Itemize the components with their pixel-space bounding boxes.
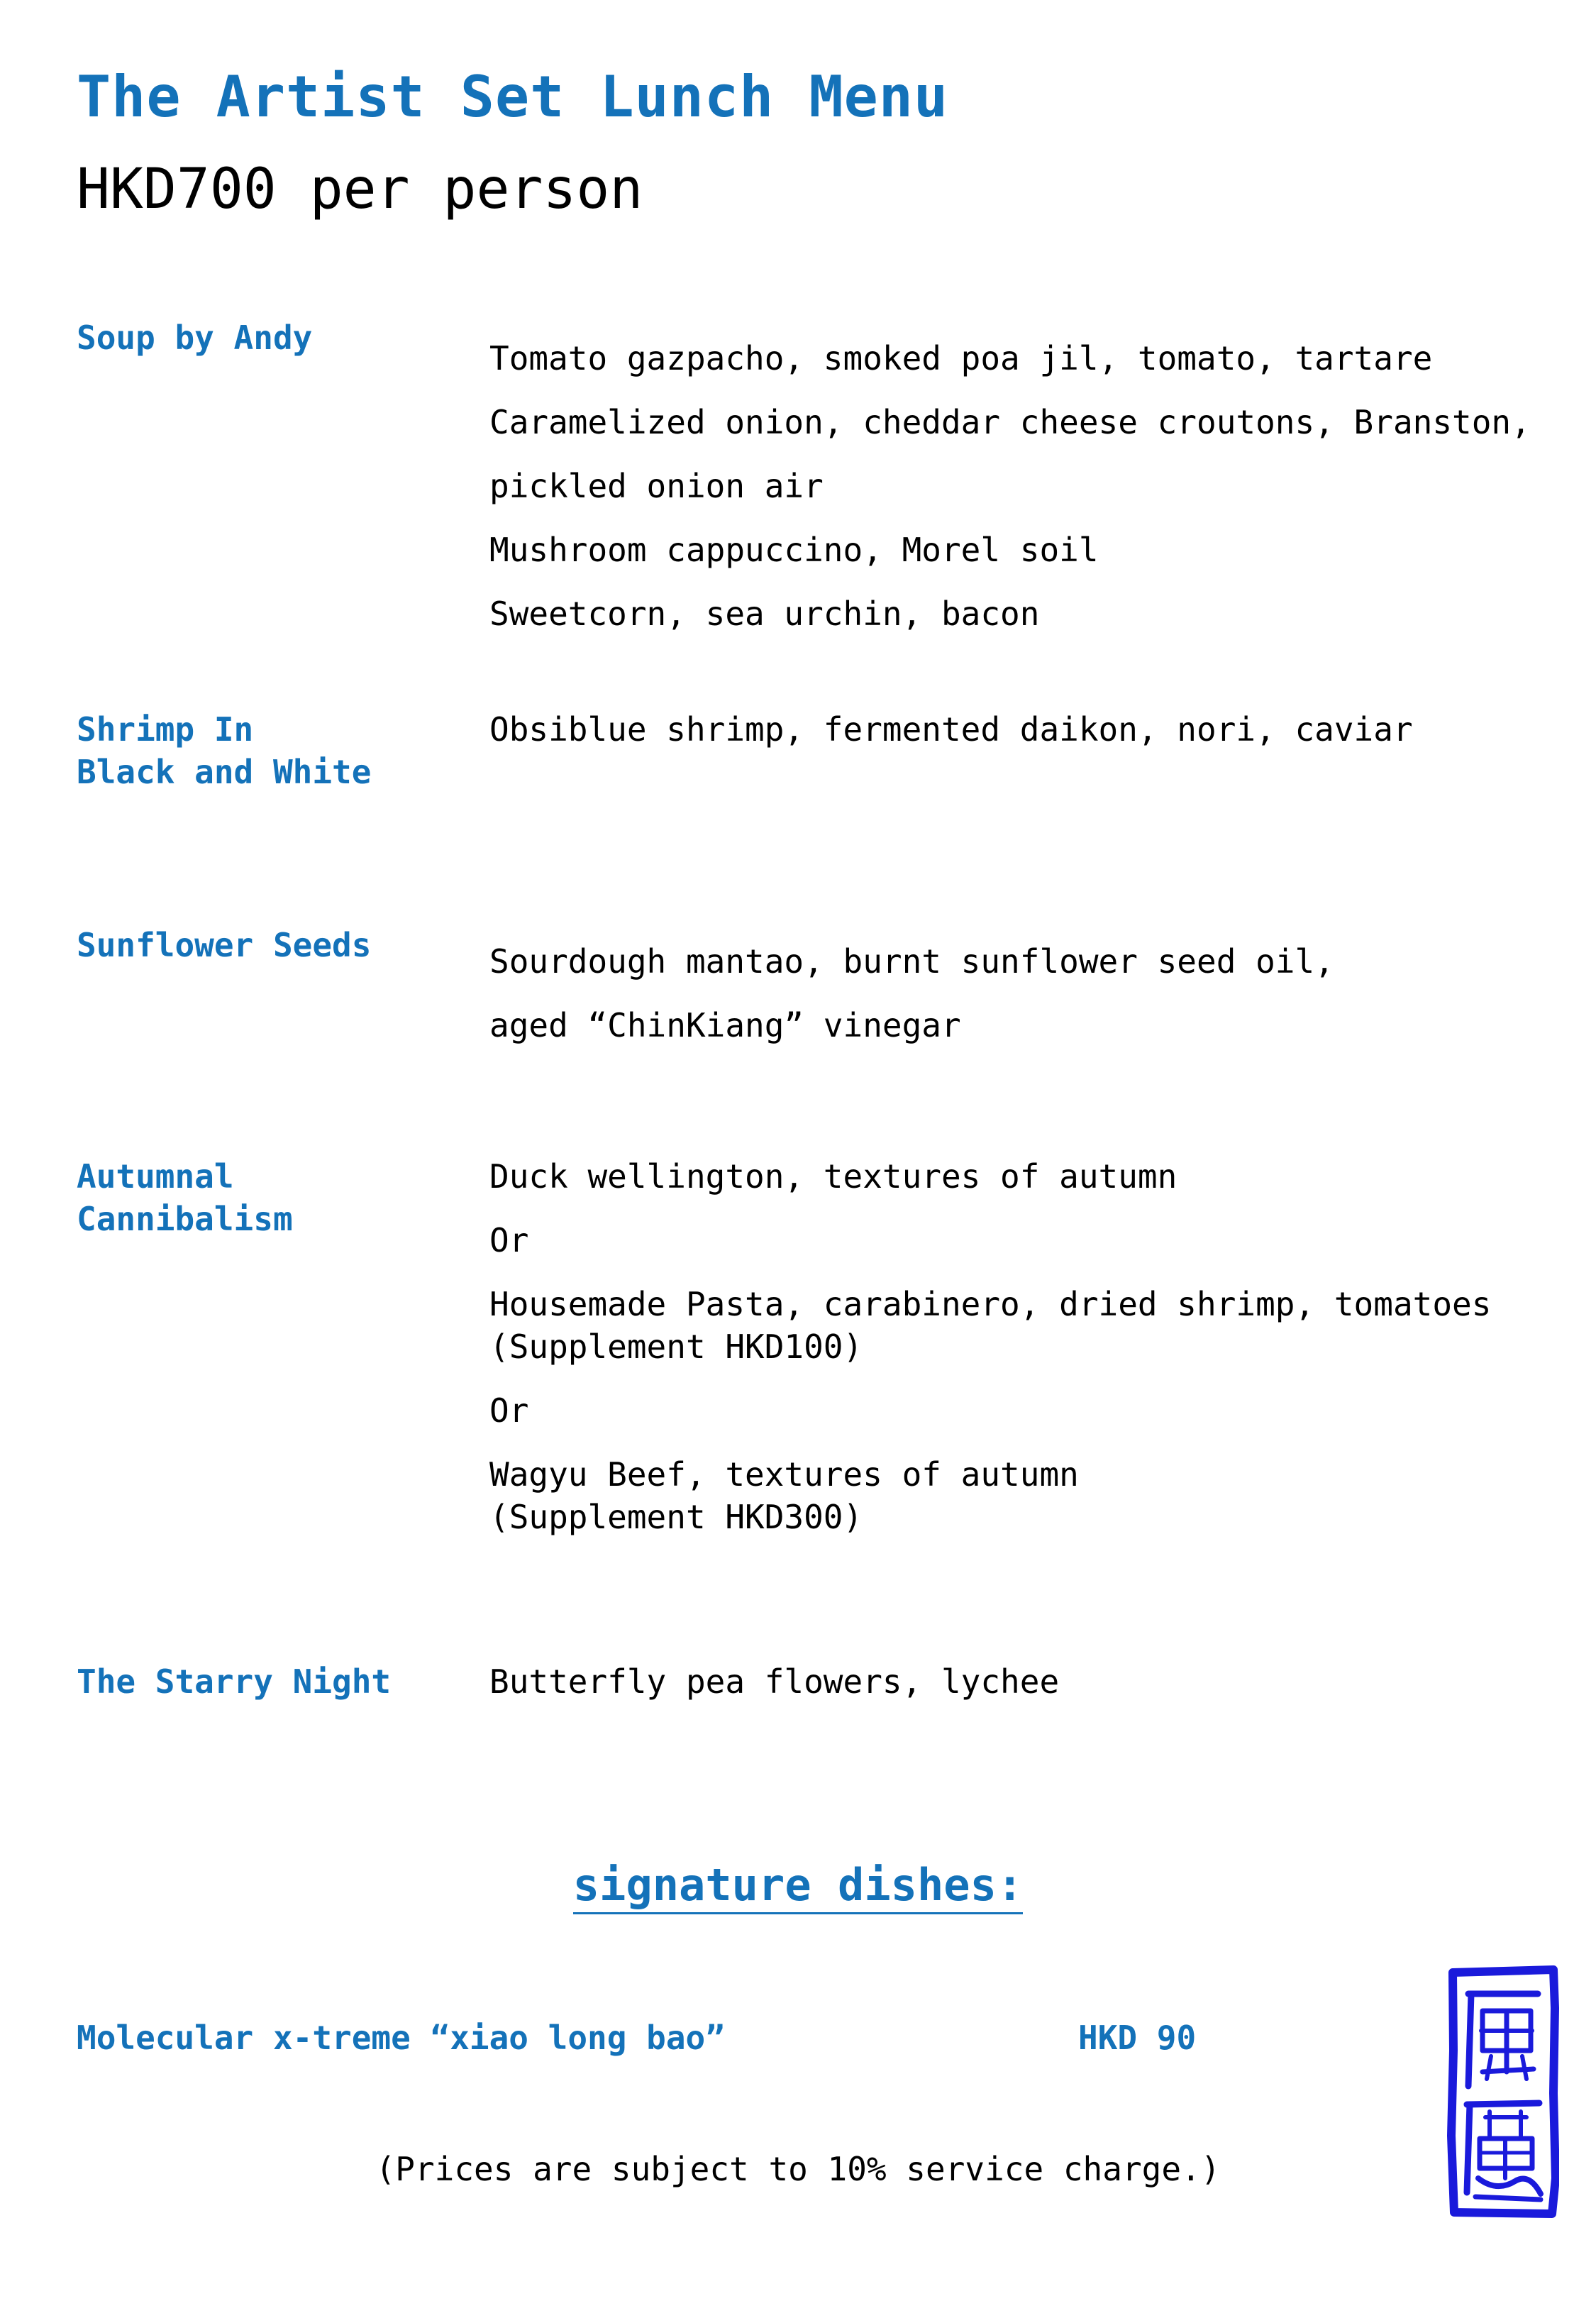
dish-item: Butterfly pea flowers, lychee xyxy=(489,1662,1060,1701)
dish-item: Caramelized onion, cheddar cheese croutons, Branston, xyxy=(489,403,1531,441)
dish-item: Mushroom cappuccino, Morel soil xyxy=(489,531,1099,569)
seal-stamp-graphic xyxy=(1447,1965,1559,2218)
dish-item: Wagyu Beef, textures of autumn (Supplement HKD300) xyxy=(489,1455,1079,1536)
signature-dish-name: Molecular x-treme “xiao long bao” xyxy=(77,2019,725,2057)
course-items-autumnal xyxy=(489,1155,1553,1560)
course-name-shrimp: Shrimp In Black and White xyxy=(77,710,372,791)
dish-item: Tomato gazpacho, smoked poa jil, tomato, tartare xyxy=(489,339,1433,377)
course-name-sunflower: Sunflower Seeds xyxy=(77,926,372,964)
dish-item: Obsiblue shrimp, fermented daikon, nori, caviar xyxy=(489,710,1413,749)
seal-stamp-icon xyxy=(1447,1965,1559,2218)
dish-item: Duck wellington, textures of autumn xyxy=(489,1157,1177,1196)
course-items-shrimp xyxy=(489,708,1553,772)
signature-dish-price: HKD 90 xyxy=(1078,2019,1197,2057)
price-per-person: HKD700 per person xyxy=(77,158,643,221)
dish-item: Housemade Pasta, carabinero, dried shrimp, tomatoes (Supplement HKD100) xyxy=(489,1285,1492,1366)
dish-item: aged “ChinKiang” vinegar xyxy=(489,1006,961,1044)
course-name-starry-night: The Starry Night xyxy=(77,1662,392,1701)
dish-item: Sweetcorn, sea urchin, bacon xyxy=(489,595,1040,633)
dish-item: Or xyxy=(489,1221,529,1259)
signature-heading-text: signature dishes: xyxy=(573,1859,1024,1914)
service-charge-note: (Prices are subject to 10% service charge.) xyxy=(375,2150,1221,2188)
course-name-soup: Soup by Andy xyxy=(77,319,313,357)
menu-title: The Artist Set Lunch Menu xyxy=(77,64,949,130)
course-name-autumnal: Autumnal Cannibalism xyxy=(77,1157,293,1238)
dish-item: Or xyxy=(489,1391,529,1430)
course-items-soup xyxy=(489,326,1553,646)
course-items-sunflower xyxy=(489,929,1553,1057)
dish-item: Sourdough mantao, burnt sunflower seed oil, xyxy=(489,942,1334,981)
dish-item: pickled onion air xyxy=(489,467,824,505)
signature-heading xyxy=(0,1859,1596,1911)
course-items-starry-night xyxy=(489,1660,1553,1724)
